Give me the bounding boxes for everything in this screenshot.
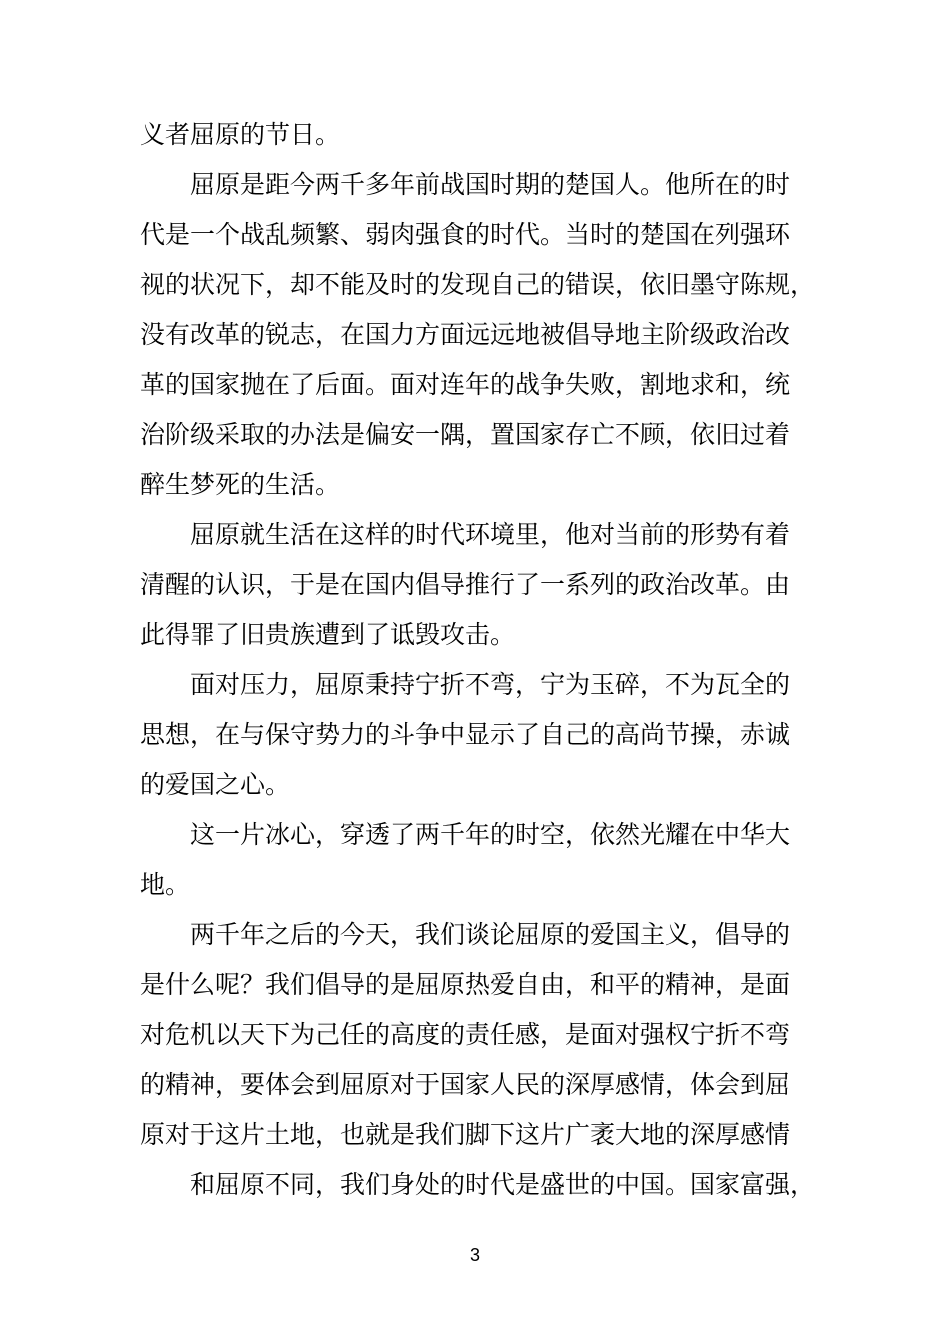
paragraph-start: 这一片冰心，穿透了两千年的时空，依然光耀在中华大 (190, 820, 791, 849)
paragraph-start: 两千年之后的今天，我们谈论屈原的爱国主义，倡导的 (190, 920, 791, 949)
text-line: 对危机以天下为己任的高度的责任感，是面对强权宁折不弯 (140, 1020, 791, 1049)
paragraph-start: 面对压力，屈原秉持宁折不弯，宁为玉碎，不为瓦全的 (190, 670, 791, 699)
paragraph-start: 屈原就生活在这样的时代环境里，他对当前的形势有着 (190, 520, 791, 549)
text-line: 思想，在与保守势力的斗争中显示了自己的高尚节操，赤诚 (140, 720, 791, 749)
paragraph-start: 屈原是距今两千多年前战国时期的楚国人。他所在的时 (190, 170, 791, 199)
text-line: 清醒的认识，于是在国内倡导推行了一系列的政治改革。由 (140, 570, 791, 599)
text-line: 此得罪了旧贵族遭到了诋毁攻击。 (140, 620, 516, 649)
text-line: 革的国家抛在了后面。面对连年的战争失败，割地求和，统 (140, 370, 791, 399)
text-line: 醉生梦死的生活。 (140, 470, 341, 499)
paragraph-start: 和屈原不同，我们身处的时代是盛世的中国。国家富强， (190, 1170, 816, 1199)
text-line: 的精神，要体会到屈原对于国家人民的深厚感情，体会到屈 (140, 1070, 791, 1099)
text-line: 的爱国之心。 (140, 770, 291, 799)
text-line: 地。 (140, 870, 191, 899)
text-line: 没有改革的锐志，在国力方面远远地被倡导地主阶级政治改 (140, 320, 791, 349)
text-line: 治阶级采取的办法是偏安一隅，置国家存亡不顾，依旧过着 (140, 420, 791, 449)
text-line: 义者屈原的节日。 (140, 120, 341, 149)
text-line: 视的状况下，却不能及时的发现自己的错误，依旧墨守陈规， (140, 270, 816, 299)
text-line: 原对于这片土地，也就是我们脚下这片广袤大地的深厚感情 (140, 1120, 791, 1149)
text-line: 是什么呢？我们倡导的是屈原热爱自由，和平的精神，是面 (140, 970, 791, 999)
text-line: 代是一个战乱频繁、弱肉强食的时代。当时的楚国在列强环 (140, 220, 791, 249)
page-number: 3 (469, 1245, 480, 1265)
